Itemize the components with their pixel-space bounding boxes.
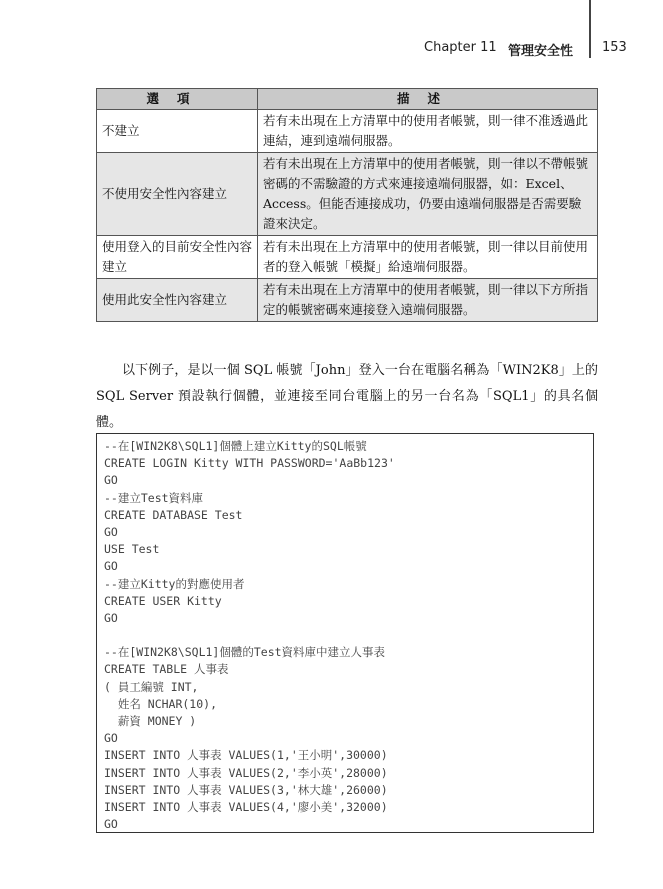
code-line: CREATE DATABASE Test <box>104 507 243 522</box>
table-header-row <box>97 89 598 110</box>
code-line: --建立Test資料庫 <box>104 490 204 505</box>
code-line: GO <box>104 524 118 539</box>
page-header <box>380 38 635 58</box>
description-cell: 若有未出現在上方清單中的使用者帳號，則一律以下方所指定的帳號密碼來連接登入遠端伺服器。 <box>258 279 598 322</box>
code-line: GO <box>104 473 118 488</box>
header-description: 描述 <box>258 89 598 110</box>
code-line: CREATE LOGIN Kitty WITH PASSWORD='AaBb123' <box>104 456 395 471</box>
code-line: --建立Kitty的對應使用者 <box>104 576 245 591</box>
code-line: CREATE USER Kitty <box>104 593 222 608</box>
code-line: GO <box>104 731 118 746</box>
code-line: --在[WIN2K8\SQL1]個體上建立Kitty的SQL帳號 <box>104 439 367 453</box>
chapter-label: Chapter 11 <box>424 40 497 55</box>
code-line: GO <box>104 817 118 832</box>
code-line: INSERT INTO 人事表 VALUES(1,'王小明',30000) <box>104 748 388 763</box>
option-cell: 不使用安全性內容建立 <box>97 153 258 236</box>
option-cell: 不建立 <box>97 110 258 153</box>
body-paragraph: 以下例子，是以一個 SQL 帳號「John」登入一台在電腦名稱為「WIN2K8」上的 SQL Server 預設執行個體，並連接至同台電腦上的另一台名為「SQL1」的具名個體。 <box>96 363 598 430</box>
code-block <box>96 433 594 833</box>
code-line: 薪資 MONEY ) <box>104 714 197 728</box>
code-line: INSERT INTO 人事表 VALUES(4,'廖小美',32000) <box>104 799 388 814</box>
code-line <box>104 627 593 644</box>
code-line: INSERT INTO 人事表 VALUES(2,'李小英',28000) <box>104 765 388 780</box>
code-line: GO <box>104 559 118 574</box>
description-cell: 若有未出現在上方清單中的使用者帳號，則一律以目前使用者的登入帳號「模擬」給遠端伺服器。 <box>258 236 598 279</box>
code-line: ( 員工編號 INT, <box>104 679 199 694</box>
description-cell: 若有未出現在上方清單中的使用者帳號，則一律不准透過此連結，連到遠端伺服器。 <box>258 110 598 153</box>
table-row <box>97 153 598 236</box>
header-option: 選項 <box>97 89 258 110</box>
option-cell: 使用此安全性內容建立 <box>97 279 258 322</box>
table-row <box>97 236 598 279</box>
description-cell: 若有未出現在上方清單中的使用者帳號，則一律以不帶帳號密碼的不需驗證的方式來連接遠端伺服器，如：Excel、Access。但能否連接成功，仍要由遠端伺服器是否需要驗證來決定。 <box>258 153 598 236</box>
option-cell: 使用登入的目前安全性內容建立 <box>97 236 258 279</box>
page-number: 153 <box>602 40 627 55</box>
code-line: CREATE TABLE 人事表 <box>104 662 229 677</box>
code-line: 姓名 NCHAR(10), <box>104 696 218 711</box>
code-line: --在[WIN2K8\SQL1]個體的Test資料庫中建立人事表 <box>104 645 386 660</box>
code-line: GO <box>104 610 118 625</box>
chapter-title: 管理安全性 <box>508 44 574 59</box>
table-row <box>97 110 598 153</box>
code-line: INSERT INTO 人事表 VALUES(3,'林大雄',26000) <box>104 782 388 797</box>
table-row <box>97 279 598 322</box>
code-line: USE Test <box>104 542 160 557</box>
options-table <box>96 88 598 322</box>
